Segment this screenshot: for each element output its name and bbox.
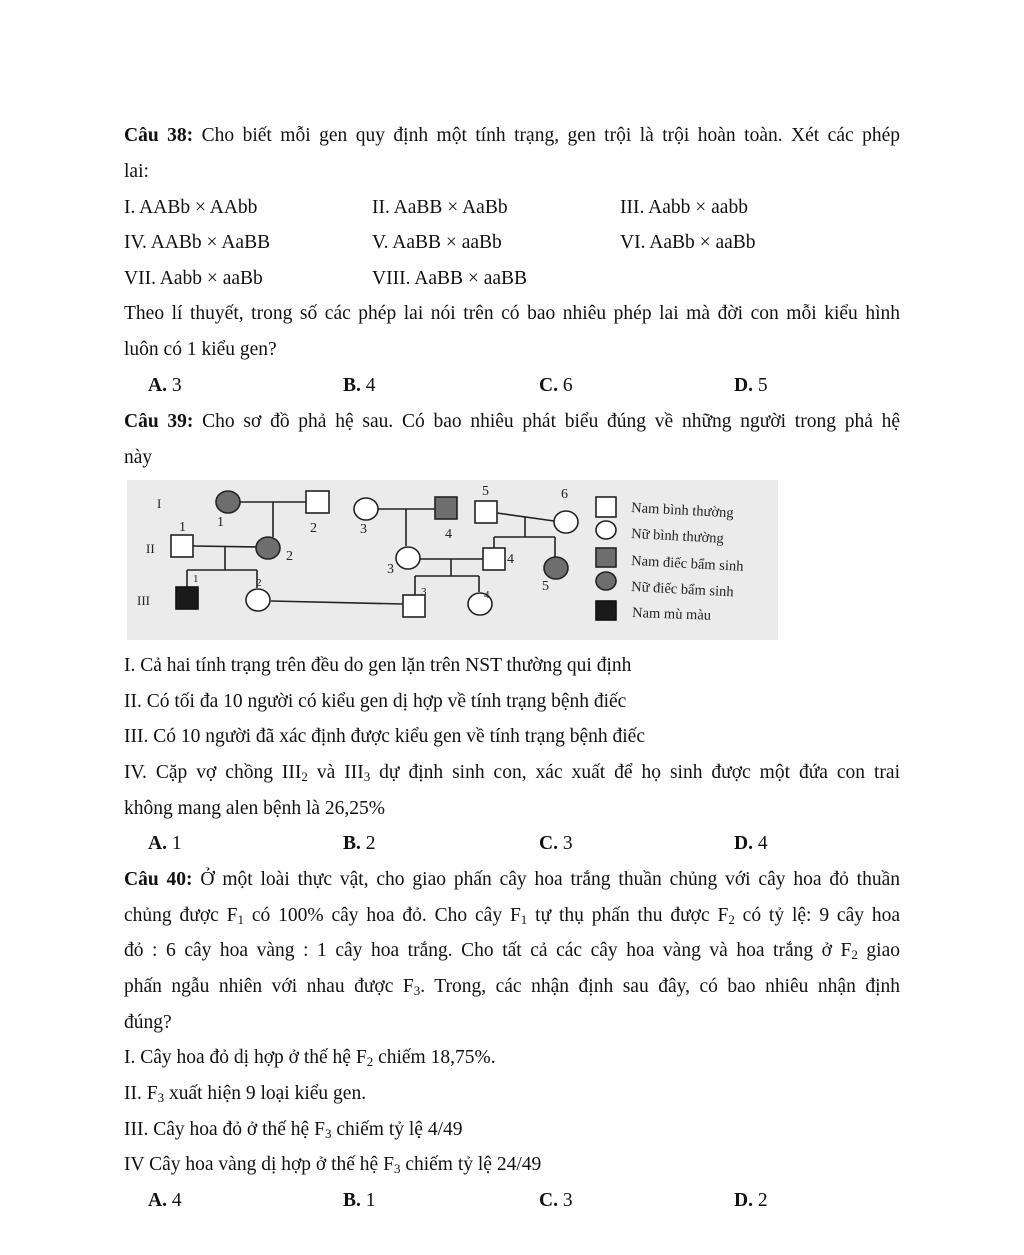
- q40-option-d[interactable]: D. 2: [734, 1190, 768, 1211]
- q40-label: Câu 40:: [124, 869, 193, 890]
- legend-label-male-deaf: Nam điếc bẩm sinh: [630, 553, 744, 575]
- q39-statement-3: III. Có 10 người đã xác định được kiểu gen về tính trạng bệnh điếc: [124, 726, 645, 747]
- num-I3: 3: [360, 522, 367, 537]
- female-deaf-II2: [256, 537, 280, 559]
- q40-line1: Câu 40: Ở một loài thực vật, cho giao phấn cây hoa trắng thuần chủng với cây hoa đỏ thuần: [124, 869, 901, 890]
- q38-option-d[interactable]: D. 5: [734, 375, 768, 396]
- q39-option-d[interactable]: D. 4: [734, 833, 768, 854]
- num-III4: 4: [484, 589, 490, 601]
- num-II3: 3: [387, 562, 394, 577]
- legend-label-female-normal: Nữ bình thường: [630, 526, 725, 547]
- legend-symbol-male-deaf: [596, 548, 616, 567]
- legend-symbol-male-colorblind: [596, 601, 616, 620]
- num-III3: 3: [421, 586, 427, 598]
- male-normal-I5: [475, 501, 497, 523]
- male-colorblind-III1: [176, 587, 198, 609]
- male-normal-II1: [171, 535, 193, 557]
- q40-line3: đỏ : 6 cây hoa vàng : 1 cây hoa trắng. Cho tất cả các cây hoa vàng và hoa trắng ở $F_2$ giao: [124, 940, 900, 962]
- q38-cross-5: V. AaBB × aaBb: [372, 232, 502, 253]
- gen-label-II: II: [146, 541, 155, 556]
- num-II4: 4: [507, 552, 514, 567]
- pedigree-legend: [596, 497, 745, 624]
- q40-line5: đúng?: [124, 1012, 172, 1033]
- q39-statement-4: IV. Cặp vợ chồng $III_2$ và $III_3$ dự định sinh con, xác xuất để họ sinh được một đứa con trai: [124, 762, 900, 784]
- female-deaf-II5: [544, 557, 568, 579]
- num-II2: 2: [286, 549, 293, 564]
- male-normal-III3: [403, 595, 425, 617]
- q38-cross-1: I. AABb × AAbb: [124, 197, 258, 218]
- q38-question-line1: Theo lí thuyết, trong số các phép lai nói trên có bao nhiêu phép lai mà đời con mỗi kiểu hình: [124, 303, 900, 324]
- q40-option-b[interactable]: B. 1: [343, 1190, 376, 1211]
- num-III2: 2: [256, 577, 262, 589]
- q38-cross-3: III. Aabb × aabb: [620, 197, 748, 218]
- q38-cross-4: IV. AABb × AaBB: [124, 232, 271, 253]
- q38-option-c[interactable]: C. 6: [539, 375, 573, 396]
- legend-label-male-colorblind: Nam mù màu: [631, 605, 712, 624]
- pedigree-chart: [127, 480, 778, 640]
- female-normal-I6: [554, 511, 578, 533]
- q39-label: Câu 39:: [124, 411, 194, 432]
- gen-label-I: I: [157, 496, 162, 511]
- q40-item-3: III. Cây hoa đỏ ở thế hệ $F_3$ chiếm tỷ lệ 4/49: [124, 1119, 463, 1141]
- q40-item-4: IV Cây hoa vàng dị hợp ở thế hệ $F_3$ chiếm tỷ lệ 24/49: [124, 1154, 542, 1176]
- q38-question-line2: luôn có 1 kiểu gen?: [124, 339, 277, 360]
- marriage-line-III2-III3: [271, 601, 403, 604]
- pedigree-figure: [127, 480, 778, 640]
- q38-cross-8: VIII. AaBB × aaBB: [372, 268, 528, 289]
- female-normal-III2: [246, 589, 270, 611]
- q39-option-c[interactable]: C. 3: [539, 833, 573, 854]
- gen-label-III: III: [137, 593, 150, 608]
- num-II5: 5: [542, 579, 549, 594]
- q40-line2: chủng được $F_1$ có 100% cây hoa đỏ. Cho cây $F_1$ tự thụ phấn thu được $F_2$ có tỷ lệ: 9 cây hoa: [124, 905, 900, 927]
- q39-statement-2: II. Có tối đa 10 người có kiểu gen dị hợp về tính trạng bệnh điếc: [124, 691, 627, 712]
- q40-option-a[interactable]: A. 4: [148, 1190, 182, 1211]
- q38-option-a[interactable]: A. 3: [148, 375, 182, 396]
- male-normal-I2: [306, 491, 329, 513]
- num-III1: 1: [193, 573, 199, 585]
- num-I2: 2: [310, 521, 317, 536]
- male-normal-II4: [483, 548, 505, 570]
- q39-statement-1: I. Cả hai tính trạng trên đều do gen lặn trên NST thường qui định: [124, 655, 632, 676]
- q40-item-1: I. Cây hoa đỏ dị hợp ở thế hệ $F_2$ chiếm 18,75%.: [124, 1047, 496, 1069]
- legend-symbol-female-normal: [596, 521, 616, 539]
- num-I1: 1: [179, 520, 186, 535]
- q38-stem-line2: lai:: [124, 161, 149, 182]
- q39-option-b[interactable]: B. 2: [343, 833, 376, 854]
- q39-stem-line1: Câu 39: Cho sơ đồ phả hệ sau. Có bao nhiêu phát biểu đúng về những người trong phả hệ: [124, 411, 901, 432]
- num-I6: 6: [561, 487, 568, 502]
- num-I5: 5: [482, 484, 489, 499]
- q38-cross-2: II. AaBB × AaBb: [372, 197, 508, 218]
- q38-option-b[interactable]: B. 4: [343, 375, 376, 396]
- num-I1b: 1: [217, 515, 224, 530]
- num-I4: 4: [445, 527, 452, 542]
- q38-stem-line1: [124, 124, 900, 148]
- q39-option-a[interactable]: A. 1: [148, 833, 182, 854]
- q39-statement-4-line2: không mang alen bệnh là 26,25%: [124, 798, 386, 819]
- legend-symbol-female-deaf: [596, 572, 616, 590]
- q40-item-2: II. $F_3$ xuất hiện 9 loại kiểu gen.: [124, 1083, 367, 1105]
- q39-stem-line2: này: [124, 447, 153, 468]
- q40-option-c[interactable]: C. 3: [539, 1190, 573, 1211]
- female-normal-I3: [354, 498, 378, 520]
- q38-cross-6: VI. AaBb × aaBb: [620, 232, 756, 253]
- male-deaf-I4: [435, 497, 457, 519]
- legend-label-female-deaf: Nữ điếc bẩm sinh: [630, 579, 734, 601]
- q38-label: Câu 38:: [124, 125, 194, 146]
- q38-cross-7: VII. Aabb × aaBb: [124, 268, 263, 289]
- legend-symbol-male-normal: [596, 497, 616, 517]
- female-deaf-I1: [216, 491, 240, 513]
- q40-line4: phấn ngẫu nhiên với nhau được $F_3$. Trong, các nhận định sau đây, có bao nhiêu nhận định: [124, 976, 900, 998]
- q38-stem-text: Cho biết mỗi gen quy định một tính trạng, gen trội là trội hoàn toàn. Xét các phép: [201, 125, 901, 146]
- legend-label-male-normal: Nam bình thường: [630, 500, 735, 522]
- female-normal-II3: [396, 547, 420, 569]
